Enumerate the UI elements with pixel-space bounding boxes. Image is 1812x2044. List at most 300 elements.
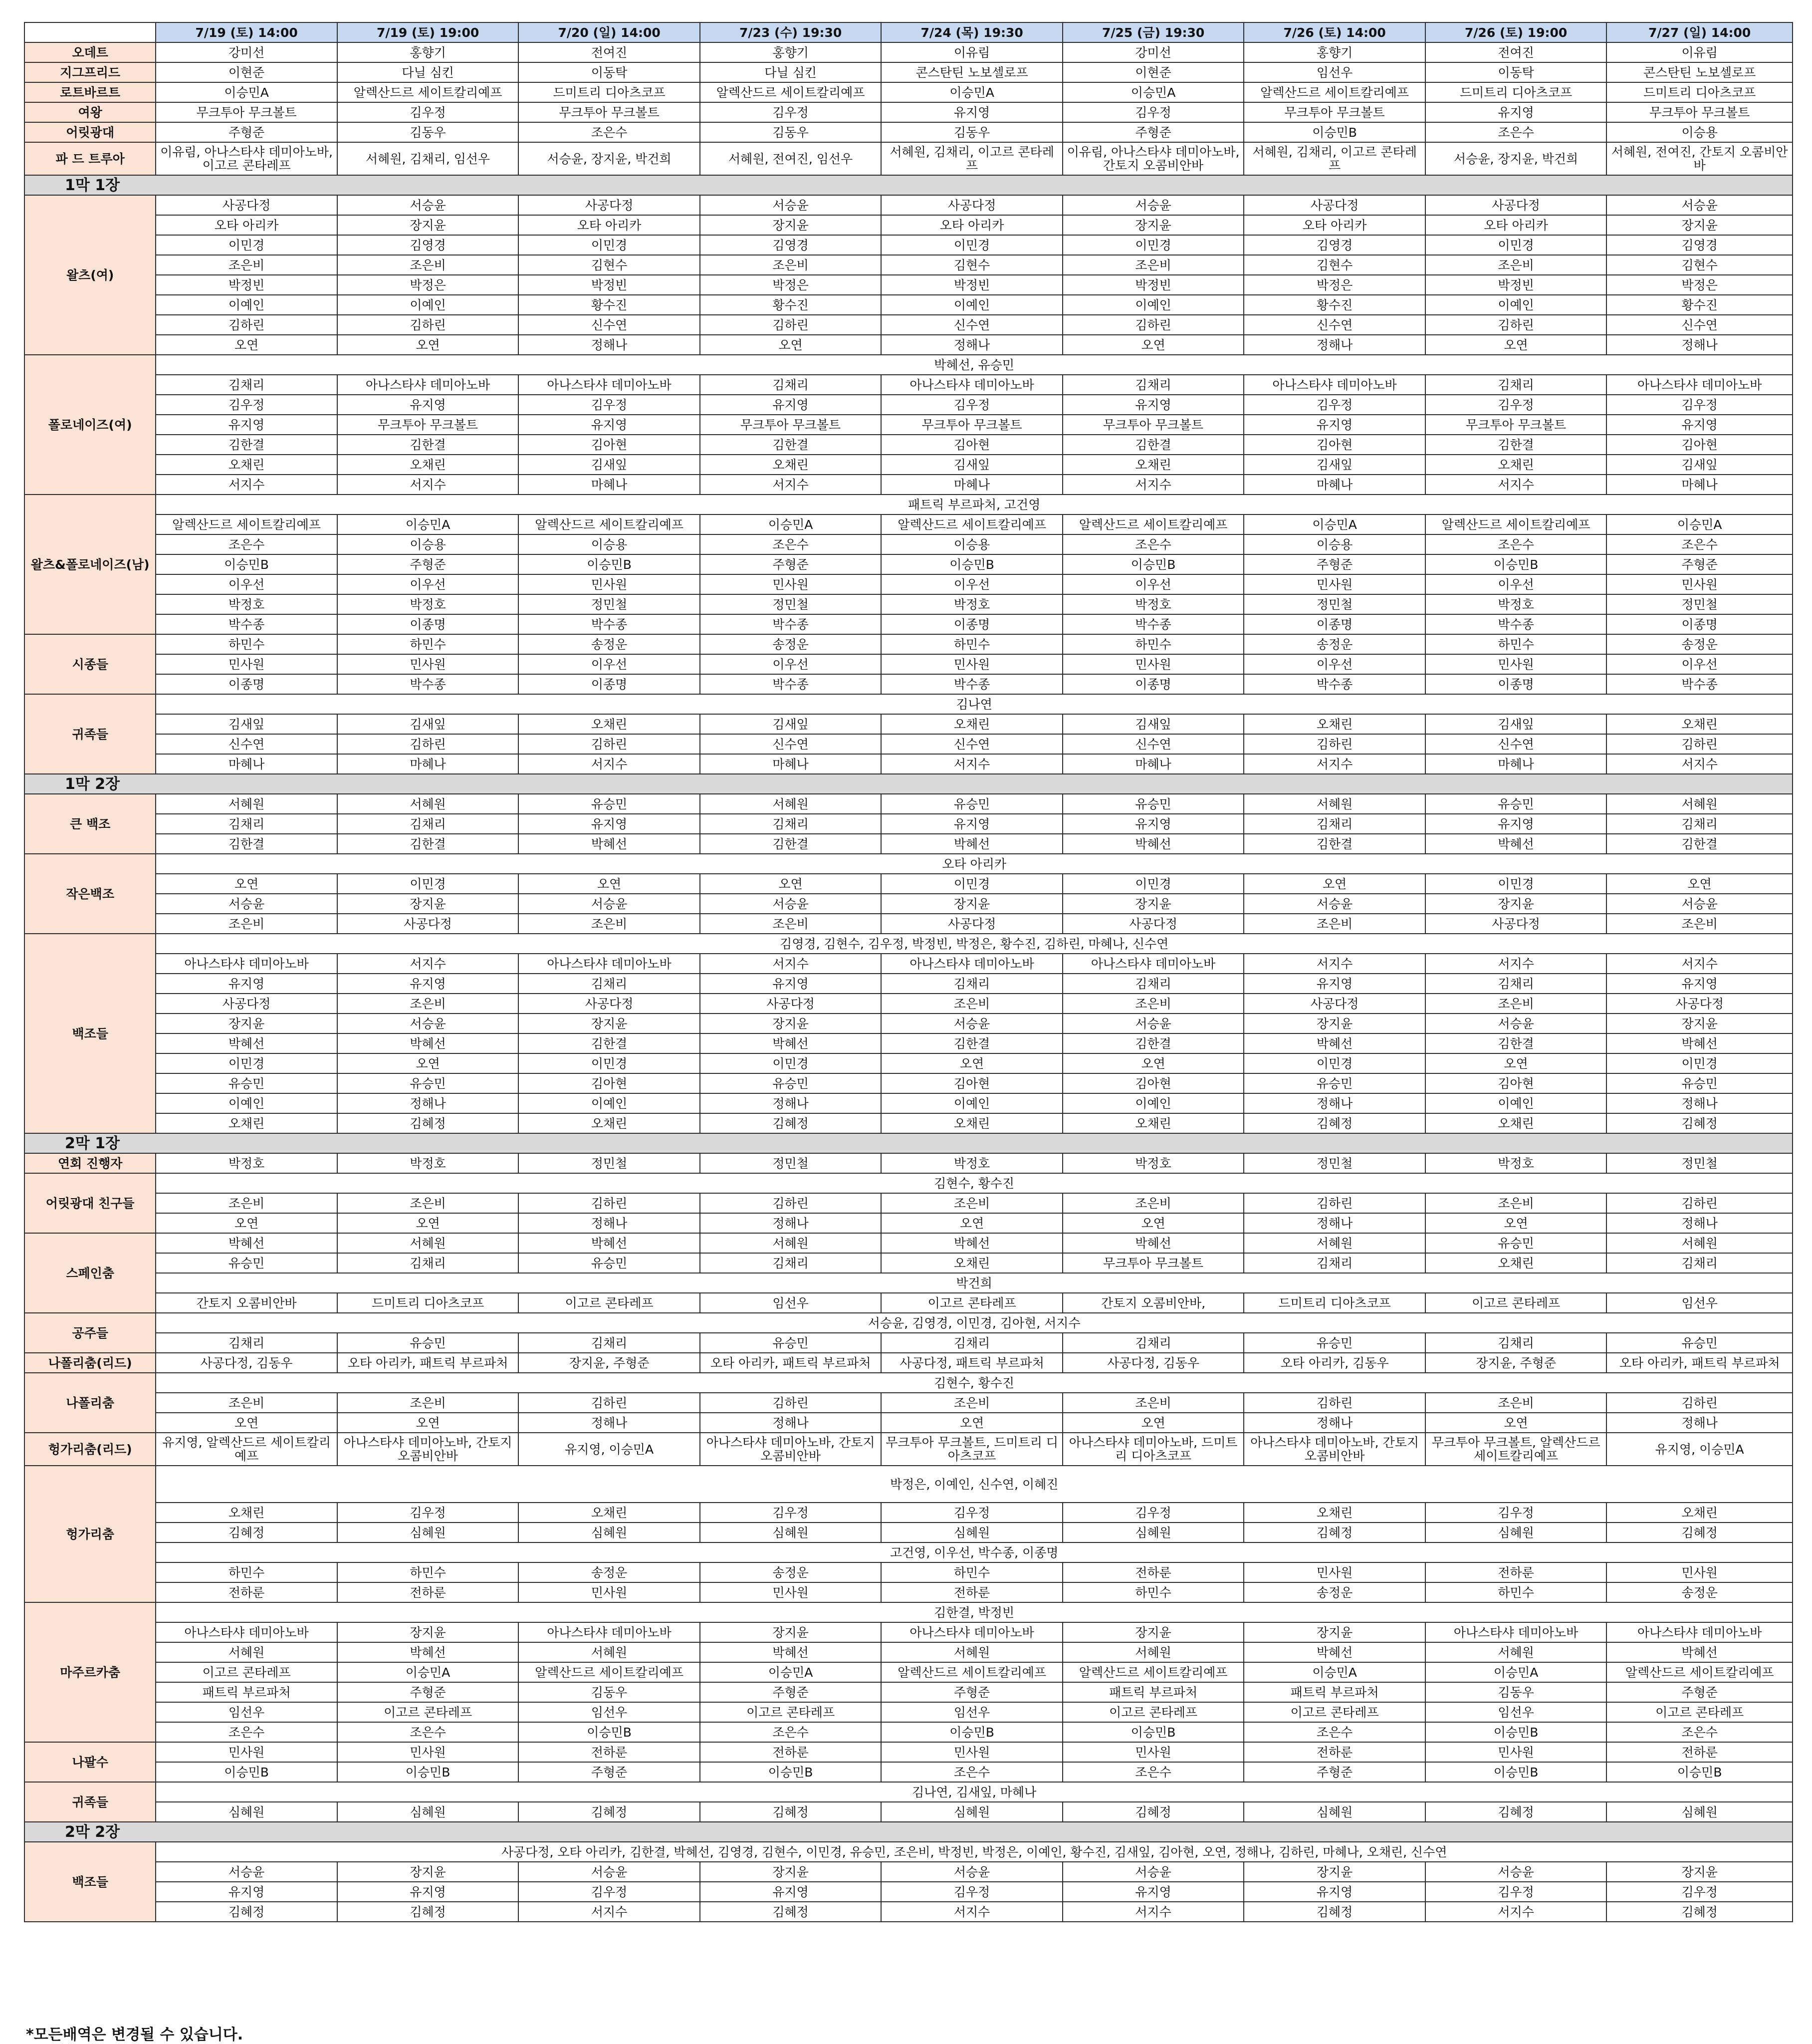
cast-cell: 아나스타샤 데미아노바 — [1244, 375, 1425, 395]
date-header: 7/25 (금) 19:30 — [1063, 22, 1244, 42]
cast-cell: 오연 — [1244, 874, 1425, 894]
cast-cell: 유지영 — [337, 974, 519, 994]
cast-cell: 마혜나 — [337, 754, 519, 774]
cast-cell: 유지영 — [156, 974, 337, 994]
cast-cell: 서승윤 — [1063, 1862, 1244, 1882]
cast-cell: 무크투아 무크볼트 — [518, 102, 700, 122]
cast-cell: 심혜원 — [337, 1802, 519, 1822]
cast-cell: 유지영 — [700, 1882, 882, 1902]
role-label: 나폴리춤(리드) — [24, 1353, 156, 1373]
cast-cell: 전하룬 — [1063, 1562, 1244, 1582]
cast-row — [24, 1802, 1793, 1822]
cast-cell: 김채리 — [700, 1253, 882, 1273]
cast-cell: 박혜선 — [700, 1033, 882, 1053]
cast-cell: 하민수 — [1063, 1582, 1244, 1602]
cast-cell: 오채린 — [1244, 714, 1425, 734]
cast-cell: 이민경 — [1063, 874, 1244, 894]
cast-cell: 심혜원 — [518, 1523, 700, 1542]
cast-cell: 서혜원 — [1244, 794, 1425, 814]
cast-cell: 신수연 — [1425, 734, 1607, 754]
cast-cell: 박수종 — [156, 614, 337, 634]
cast-row — [24, 375, 1793, 395]
cast-row — [24, 974, 1793, 994]
shared-cast-cell: 김영경, 김현수, 김우정, 박정빈, 박정은, 황수진, 김하린, 마혜나, 신수연 — [156, 934, 1793, 954]
cast-cell: 김혜정 — [1063, 1802, 1244, 1822]
role-label: 오데트 — [24, 42, 156, 62]
cast-cell: 서승윤 — [156, 894, 337, 914]
cast-cell: 오채린 — [1425, 1113, 1607, 1133]
cast-cell: 드미트리 디아츠코프 — [518, 82, 700, 102]
role-label: 공주들 — [24, 1313, 156, 1353]
cast-cell: 이예인 — [1425, 1093, 1607, 1113]
cast-row — [24, 754, 1793, 774]
cast-cell: 장지윤 — [337, 894, 519, 914]
cast-cell: 민사원 — [1244, 1562, 1425, 1582]
cast-cell: 송정운 — [518, 634, 700, 654]
cast-cell: 정해나 — [1244, 1093, 1425, 1113]
cast-cell: 조은비 — [337, 994, 519, 1014]
cast-cell: 유승민 — [1425, 794, 1607, 814]
cast-cell: 오채린 — [518, 714, 700, 734]
cast-row — [24, 1882, 1793, 1902]
cast-cell: 신수연 — [1606, 315, 1793, 335]
cast-cell: 조은비 — [1425, 994, 1607, 1014]
cast-cell: 이민경 — [1244, 1053, 1425, 1073]
cast-cell: 임선우 — [1425, 1702, 1607, 1722]
cast-cell: 김채리 — [518, 974, 700, 994]
cast-cell: 장지윤 — [1244, 1622, 1425, 1642]
cast-cell: 박정빈 — [518, 275, 700, 295]
cast-cell: 패트릭 부르파처 — [1244, 1682, 1425, 1702]
cast-cell: 사공다정 — [1425, 195, 1607, 215]
cast-cell: 유지영, 이승민A — [1606, 1433, 1793, 1466]
cast-cell: 정해나 — [1244, 1213, 1425, 1233]
cast-cell: 박정호 — [156, 1153, 337, 1173]
cast-cell: 오연 — [1606, 874, 1793, 894]
shared-cast-cell: 김현수, 황수진 — [156, 1373, 1793, 1393]
cast-cell: 이예인 — [881, 295, 1063, 315]
cast-row — [24, 634, 1793, 654]
role-label: 백조들 — [24, 934, 156, 1133]
cast-cell: 하민수 — [881, 1562, 1063, 1582]
role-label: 나폴리춤 — [24, 1373, 156, 1433]
cast-cell: 사공다정, 김동우 — [156, 1353, 337, 1373]
cast-cell: 박혜선 — [518, 834, 700, 854]
cast-cell: 사공다정, 패트릭 부르파처 — [881, 1353, 1063, 1373]
cast-cell: 박정호 — [156, 594, 337, 614]
cast-cell: 박혜선 — [1425, 834, 1607, 854]
cast-cell: 김채리 — [1425, 375, 1607, 395]
cast-cell: 신수연 — [156, 734, 337, 754]
section-row — [24, 774, 1793, 794]
cast-cell: 이우선 — [700, 654, 882, 674]
shared-cast-cell: 패트릭 부르파처, 고건영 — [156, 495, 1793, 514]
cast-row — [24, 1503, 1793, 1523]
cast-cell: 오타 아리카, 김동우 — [1244, 1353, 1425, 1373]
cast-cell: 김채리 — [518, 1333, 700, 1353]
cast-cell: 이우선 — [881, 574, 1063, 594]
cast-cell: 민사원 — [156, 1742, 337, 1762]
cast-cell: 정해나 — [1606, 1213, 1793, 1233]
cast-cell: 김채리 — [156, 1333, 337, 1353]
cast-cell: 이우선 — [156, 574, 337, 594]
cast-cell: 송정운 — [700, 1562, 882, 1582]
cast-cell: 마혜나 — [1425, 754, 1607, 774]
cast-cell: 민사원 — [1425, 1742, 1607, 1762]
cast-row — [24, 914, 1793, 934]
cast-cell: 서지수 — [700, 954, 882, 974]
cast-cell: 민사원 — [881, 654, 1063, 674]
cast-cell: 김하린 — [1244, 1193, 1425, 1213]
cast-cell: 아나스타샤 데미아노바 — [1063, 954, 1244, 974]
cast-cell: 이승민A — [1244, 514, 1425, 534]
cast-cell: 민사원 — [518, 1582, 700, 1602]
cast-cell: 이승민B — [881, 1722, 1063, 1742]
cast-cell: 조은비 — [1425, 1193, 1607, 1213]
role-label: 로트바르트 — [24, 82, 156, 102]
cast-cell: 김채리 — [1063, 974, 1244, 994]
cast-cell: 오연 — [1425, 1413, 1607, 1433]
cast-row — [24, 554, 1793, 574]
cast-cell: 서승윤 — [881, 1862, 1063, 1882]
cast-cell: 김혜정 — [700, 1902, 882, 1922]
cast-cell: 주형준 — [337, 1682, 519, 1702]
cast-cell: 김한결 — [700, 435, 882, 455]
cast-cell: 김채리 — [1063, 1333, 1244, 1353]
cast-cell: 오연 — [156, 874, 337, 894]
cast-cell: 서지수 — [1425, 954, 1607, 974]
cast-cell: 이승민A — [337, 514, 519, 534]
cast-cell: 정해나 — [1606, 1413, 1793, 1433]
cast-cell: 오연 — [1425, 1053, 1607, 1073]
cast-cell: 송정운 — [1606, 634, 1793, 654]
cast-cell: 이민경 — [156, 235, 337, 255]
cast-cell: 심혜원 — [881, 1523, 1063, 1542]
cast-cell: 김한결 — [156, 834, 337, 854]
cast-cell: 오채린 — [1606, 1503, 1793, 1523]
cast-row — [24, 834, 1793, 854]
cast-cell: 임선우 — [156, 1702, 337, 1722]
cast-cell: 김한결 — [337, 435, 519, 455]
cast-cell: 유지영 — [156, 415, 337, 435]
cast-cell: 유승민 — [518, 794, 700, 814]
cast-cell: 홍향기 — [700, 42, 882, 62]
cast-cell: 사공다정, 김동우 — [1063, 1353, 1244, 1373]
cast-cell: 박정빈 — [1063, 275, 1244, 295]
cast-row — [24, 1523, 1793, 1542]
cast-cell: 오타 아리카 — [1244, 215, 1425, 235]
cast-cell: 오채린 — [1063, 455, 1244, 475]
cast-cell: 이고르 콘타레프 — [700, 1702, 882, 1722]
cast-cell: 마혜나 — [1244, 475, 1425, 495]
cast-cell: 오연 — [156, 335, 337, 355]
cast-cell: 김한결 — [337, 834, 519, 854]
cast-cell: 장지윤 — [700, 1014, 882, 1033]
cast-cell: 홍향기 — [337, 42, 519, 62]
cast-cell: 서지수 — [1606, 954, 1793, 974]
cast-cell: 사공다정 — [881, 914, 1063, 934]
cast-cell: 김새잎 — [1244, 455, 1425, 475]
cast-row — [24, 42, 1793, 62]
cast-row — [24, 1642, 1793, 1662]
cast-cell: 주형준 — [700, 1682, 882, 1702]
cast-cell: 이우선 — [1606, 654, 1793, 674]
cast-row — [24, 1353, 1793, 1373]
cast-schedule-table — [24, 22, 1793, 1922]
cast-row — [24, 934, 1793, 954]
cast-cell: 장지윤 — [1425, 894, 1607, 914]
cast-cell: 하민수 — [881, 634, 1063, 654]
cast-cell: 김혜정 — [700, 1802, 882, 1822]
cast-cell: 김우정 — [1606, 1882, 1793, 1902]
cast-cell: 마혜나 — [1063, 754, 1244, 774]
cast-cell: 김하린 — [700, 1193, 882, 1213]
cast-cell: 이우선 — [1425, 574, 1607, 594]
cast-cell: 간토지 오콤비안바 — [156, 1293, 337, 1313]
cast-cell: 오연 — [1425, 1213, 1607, 1233]
cast-cell: 알렉산드르 세이트칼리예프 — [337, 82, 519, 102]
cast-cell: 이민경 — [518, 1053, 700, 1073]
cast-cell: 장지윤 — [1244, 1014, 1425, 1033]
cast-cell: 조은수 — [1244, 1722, 1425, 1742]
cast-cell: 서혜원, 김채리, 임선우 — [337, 142, 519, 175]
cast-cell: 오연 — [881, 1213, 1063, 1233]
cast-cell: 무크투아 무크볼트 — [156, 102, 337, 122]
cast-cell: 정해나 — [518, 335, 700, 355]
cast-cell: 하민수 — [1425, 634, 1607, 654]
cast-cell: 김혜정 — [1244, 1523, 1425, 1542]
cast-cell: 서승윤 — [1063, 195, 1244, 215]
cast-cell: 유지영, 이승민A — [518, 1433, 700, 1466]
cast-row — [24, 614, 1793, 634]
role-label: 스페인춤 — [24, 1233, 156, 1313]
shared-cast-cell: 오타 아리카 — [156, 854, 1793, 874]
shared-cast-cell: 김나연 — [156, 694, 1793, 714]
role-label: 마주르카춤 — [24, 1602, 156, 1742]
cast-cell: 유승민 — [1063, 794, 1244, 814]
cast-cell: 김영경 — [1606, 235, 1793, 255]
cast-cell: 민사원 — [1063, 1742, 1244, 1762]
cast-row — [24, 1662, 1793, 1682]
cast-cell: 박혜선 — [156, 1033, 337, 1053]
cast-cell: 조은수 — [1606, 534, 1793, 554]
cast-cell: 박정은 — [700, 275, 882, 295]
cast-cell: 이민경 — [1425, 874, 1607, 894]
cast-cell: 이유림, 아나스타샤 데미아노바, 이고르 콘타레프 — [156, 142, 337, 175]
cast-cell: 임선우 — [1606, 1293, 1793, 1313]
cast-cell: 이민경 — [337, 874, 519, 894]
cast-cell: 장지윤 — [337, 1622, 519, 1642]
cast-cell: 이종명 — [337, 614, 519, 634]
cast-row — [24, 1253, 1793, 1273]
cast-cell: 서혜원 — [156, 1642, 337, 1662]
cast-cell: 박정빈 — [881, 275, 1063, 295]
cast-cell: 김혜정 — [518, 1802, 700, 1822]
cast-cell: 유지영 — [1244, 415, 1425, 435]
cast-row — [24, 534, 1793, 554]
role-label: 어릿광대 친구들 — [24, 1173, 156, 1233]
cast-cell: 김새잎 — [337, 714, 519, 734]
cast-cell: 박정은 — [1606, 275, 1793, 295]
cast-cell: 박수종 — [1425, 614, 1607, 634]
cast-row — [24, 455, 1793, 475]
cast-cell: 김우정 — [518, 395, 700, 415]
cast-cell: 김한결 — [518, 1033, 700, 1053]
cast-cell: 김채리 — [1606, 1253, 1793, 1273]
cast-cell: 김한결 — [1063, 1033, 1244, 1053]
cast-cell: 김채리 — [156, 375, 337, 395]
cast-cell: 이승민B — [1063, 554, 1244, 574]
cast-cell: 알렉산드르 세이트칼리예프 — [518, 514, 700, 534]
cast-cell: 서승윤, 장지윤, 박건희 — [1425, 142, 1607, 175]
cast-cell: 마혜나 — [518, 475, 700, 495]
cast-cell: 조은비 — [881, 1193, 1063, 1213]
cast-cell: 박정호 — [1063, 1153, 1244, 1173]
cast-row — [24, 395, 1793, 415]
cast-cell: 심혜원 — [700, 1523, 882, 1542]
cast-row — [24, 495, 1793, 514]
section-title: 1막 2장 — [24, 774, 1793, 794]
cast-cell: 이민경 — [1425, 235, 1607, 255]
cast-cell: 서지수 — [881, 1902, 1063, 1922]
cast-cell: 김아현 — [1425, 1073, 1607, 1093]
cast-cell: 김우정 — [337, 1503, 519, 1523]
cast-cell: 김혜정 — [337, 1902, 519, 1922]
cast-cell: 김우정 — [156, 395, 337, 415]
cast-cell: 이고르 콘타레프 — [881, 1293, 1063, 1313]
cast-cell: 김한결 — [1425, 435, 1607, 455]
cast-cell: 김채리 — [700, 375, 882, 395]
date-header: 7/19 (토) 19:00 — [337, 22, 519, 42]
cast-cell: 김아현 — [1063, 1073, 1244, 1093]
cast-cell: 서승윤 — [156, 1862, 337, 1882]
cast-cell: 유승민 — [337, 1333, 519, 1353]
cast-cell: 박정은 — [337, 275, 519, 295]
cast-row — [24, 1413, 1793, 1433]
cast-cell: 하민수 — [1425, 1582, 1607, 1602]
cast-cell: 김새잎 — [1425, 714, 1607, 734]
cast-cell: 콘스탄틴 노보셀로프 — [881, 62, 1063, 82]
date-header: 7/24 (목) 19:30 — [881, 22, 1063, 42]
cast-cell: 전하룬 — [1244, 1742, 1425, 1762]
cast-row — [24, 215, 1793, 235]
cast-cell: 이민경 — [700, 1053, 882, 1073]
cast-row — [24, 255, 1793, 275]
cast-cell: 조은비 — [337, 255, 519, 275]
cast-cell: 김우정 — [1425, 1503, 1607, 1523]
cast-cell: 유지영 — [1425, 102, 1607, 122]
cast-cell: 민사원 — [1606, 574, 1793, 594]
cast-cell: 김채리 — [156, 814, 337, 834]
cast-cell: 알렉산드르 세이트칼리예프 — [1425, 514, 1607, 534]
cast-cell: 박수종 — [700, 614, 882, 634]
cast-cell: 김우정 — [881, 1503, 1063, 1523]
cast-cell: 아나스타샤 데미아노바 — [518, 1622, 700, 1642]
cast-cell: 김우정 — [700, 102, 882, 122]
cast-cell: 박혜선 — [1606, 1033, 1793, 1053]
cast-cell: 김혜정 — [156, 1902, 337, 1922]
cast-row — [24, 1073, 1793, 1093]
cast-cell: 오연 — [1063, 1053, 1244, 1073]
cast-cell: 조은수 — [1063, 534, 1244, 554]
cast-cell: 오채린 — [518, 1503, 700, 1523]
cast-cell: 유승민 — [1606, 1073, 1793, 1093]
cast-row — [24, 62, 1793, 82]
cast-cell: 김영경 — [700, 235, 882, 255]
cast-cell: 오채린 — [1425, 455, 1607, 475]
cast-cell: 조은비 — [881, 1393, 1063, 1413]
cast-cell: 이동탁 — [1425, 62, 1607, 82]
cast-cell: 유승민 — [337, 1073, 519, 1093]
cast-cell: 박수종 — [1063, 614, 1244, 634]
cast-cell: 이예인 — [881, 1093, 1063, 1113]
cast-cell: 김동우 — [337, 122, 519, 142]
cast-cell: 사공다정 — [1244, 195, 1425, 215]
cast-cell: 김새잎 — [1606, 455, 1793, 475]
cast-cell: 조은수 — [156, 534, 337, 554]
cast-cell: 이승민A — [700, 1662, 882, 1682]
cast-cell: 사공다정 — [518, 994, 700, 1014]
cast-cell: 이승민B — [1606, 1762, 1793, 1782]
cast-cell: 서혜원 — [1425, 1642, 1607, 1662]
cast-cell: 김우정 — [1244, 395, 1425, 415]
cast-cell: 사공다정 — [1244, 994, 1425, 1014]
cast-cell: 아나스타샤 데미아노바 — [156, 1622, 337, 1642]
cast-cell: 오연 — [156, 1213, 337, 1233]
cast-cell: 김하린 — [1606, 1193, 1793, 1213]
cast-cell: 이종명 — [1244, 614, 1425, 634]
cast-row — [24, 1622, 1793, 1642]
role-label: 왈츠(여) — [24, 195, 156, 355]
cast-cell: 유지영 — [881, 814, 1063, 834]
cast-cell: 김혜정 — [1606, 1523, 1793, 1542]
cast-cell: 이승용 — [337, 534, 519, 554]
cast-cell: 김한결 — [881, 1033, 1063, 1053]
cast-cell: 이종명 — [1425, 674, 1607, 694]
cast-cell: 사공다정 — [1606, 994, 1793, 1014]
date-header: 7/26 (토) 14:00 — [1244, 22, 1425, 42]
cast-cell: 오타 아리카 — [518, 215, 700, 235]
cast-cell: 정민철 — [518, 594, 700, 614]
cast-cell: 이예인 — [518, 1093, 700, 1113]
cast-cell: 서승윤 — [1244, 894, 1425, 914]
cast-cell: 신수연 — [881, 315, 1063, 335]
section-title: 2막 2장 — [24, 1822, 1793, 1842]
cast-cell: 박정호 — [1425, 1153, 1607, 1173]
cast-cell: 서지수 — [156, 475, 337, 495]
cast-cell: 김현수 — [881, 255, 1063, 275]
cast-row — [24, 1842, 1793, 1862]
cast-cell: 서혜원 — [156, 794, 337, 814]
cast-cell: 조은비 — [1063, 1393, 1244, 1413]
cast-cell: 장지윤 — [1606, 215, 1793, 235]
cast-cell: 조은비 — [881, 994, 1063, 1014]
cast-cell: 유지영 — [881, 102, 1063, 122]
cast-cell: 조은비 — [1606, 914, 1793, 934]
cast-cell: 이고르 콘타레프 — [1606, 1702, 1793, 1722]
cast-cell: 주형준 — [700, 554, 882, 574]
cast-cell: 서승윤 — [1063, 1014, 1244, 1033]
shared-cast-cell: 박건희 — [156, 1273, 1793, 1293]
cast-cell: 이승용 — [1244, 534, 1425, 554]
cast-cell: 서혜원 — [700, 1233, 882, 1253]
cast-cell: 아나스타샤 데미아노바 — [156, 954, 337, 974]
cast-cell: 서혜원 — [1606, 794, 1793, 814]
cast-row — [24, 1562, 1793, 1582]
cast-cell: 김채리 — [1244, 814, 1425, 834]
cast-cell: 이승민B — [1425, 1722, 1607, 1742]
role-label: 시종들 — [24, 634, 156, 694]
